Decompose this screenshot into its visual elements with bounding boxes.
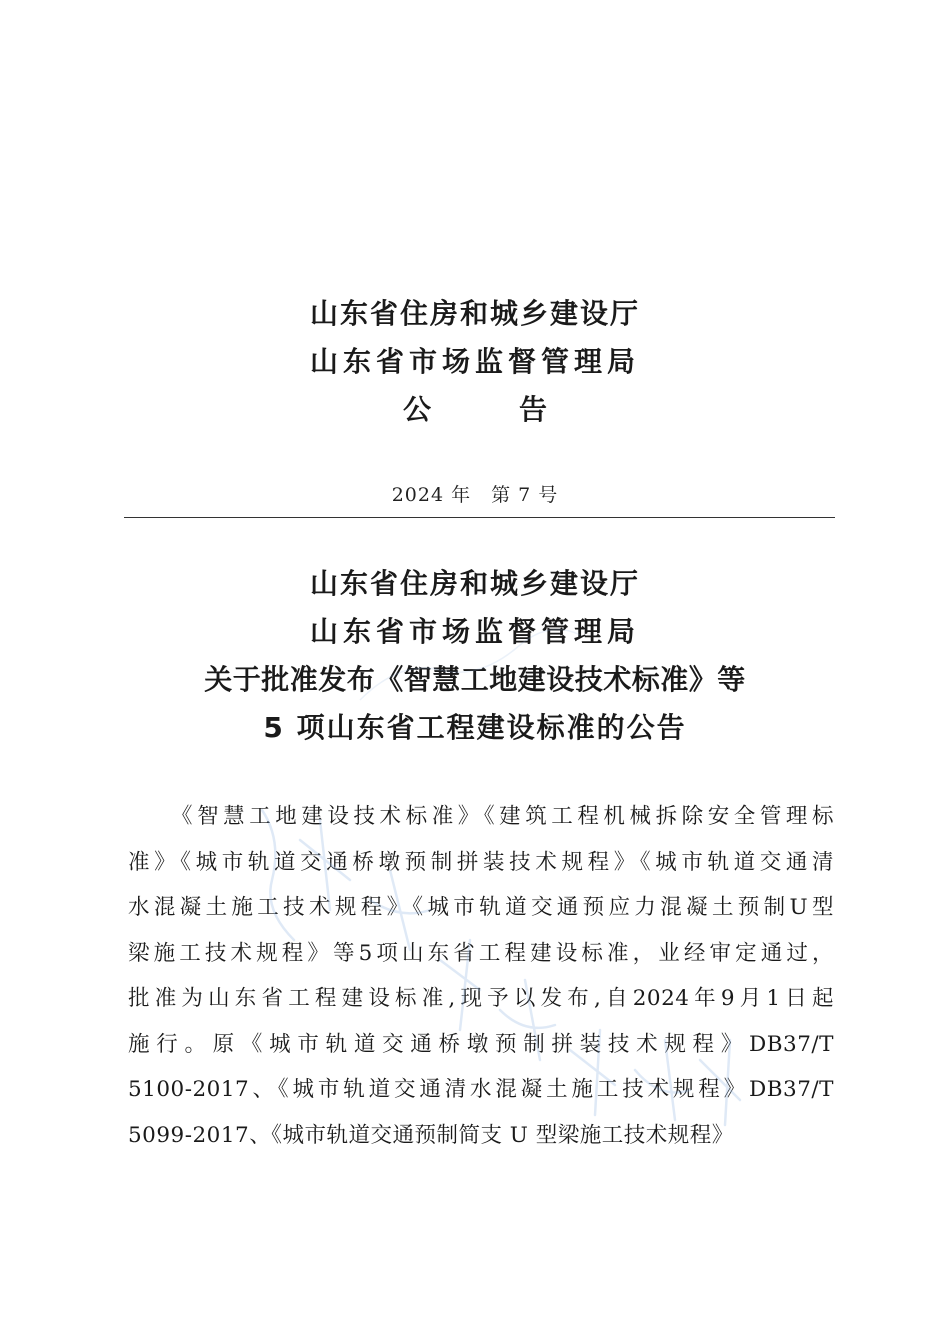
announcement-char-2: 告 <box>519 393 548 426</box>
body-line: 《智慧工地建设技术标准》《建筑工程机械拆除安全管理标 <box>171 804 834 829</box>
announcement-heading <box>0 388 950 428</box>
body-line: 准》《城市轨道交通桥墩预制拼装技术规程》《城市轨道交通清 <box>128 849 834 875</box>
body-line: 梁施工技术规程》等5项山东省工程建设标准，业经审定通过， <box>128 940 834 966</box>
announcement-char-1: 公 <box>403 393 432 426</box>
document-number: 2024 年 第 7 号 <box>391 484 559 506</box>
body-text <box>128 794 834 1158</box>
body-line: 5100-2017、《城市轨道交通清水混凝土施工技术规程》DB37/T <box>128 1077 834 1102</box>
issuer-line-2: 山东省市场监督管理局 <box>309 345 640 378</box>
header-divider <box>124 517 835 518</box>
title-line-2: 山东省市场监督管理局 <box>309 615 640 648</box>
body-line: 施行。原《城市轨道交通桥墩预制拼装技术规程》DB37/T <box>128 1031 834 1057</box>
issuer-line-1: 山东省住房和城乡建设厅 <box>309 297 640 330</box>
body-line: 5099-2017、《城市轨道交通预制简支 U 型梁施工技术规程》 <box>128 1122 734 1148</box>
body-line: 水混凝土施工技术规程》《城市轨道交通预应力混凝土预制U型 <box>128 895 834 920</box>
title-line-1: 山东省住房和城乡建设厅 <box>309 567 640 600</box>
body-line: 批准为山东省工程建设标准,现予以发布,自2024年9月1日起 <box>128 986 834 1011</box>
title-line-4: 5 项山东省工程建设标准的公告 <box>263 711 687 744</box>
title-line-3: 关于批准发布《智慧工地建设技术标准》等 <box>204 663 746 696</box>
